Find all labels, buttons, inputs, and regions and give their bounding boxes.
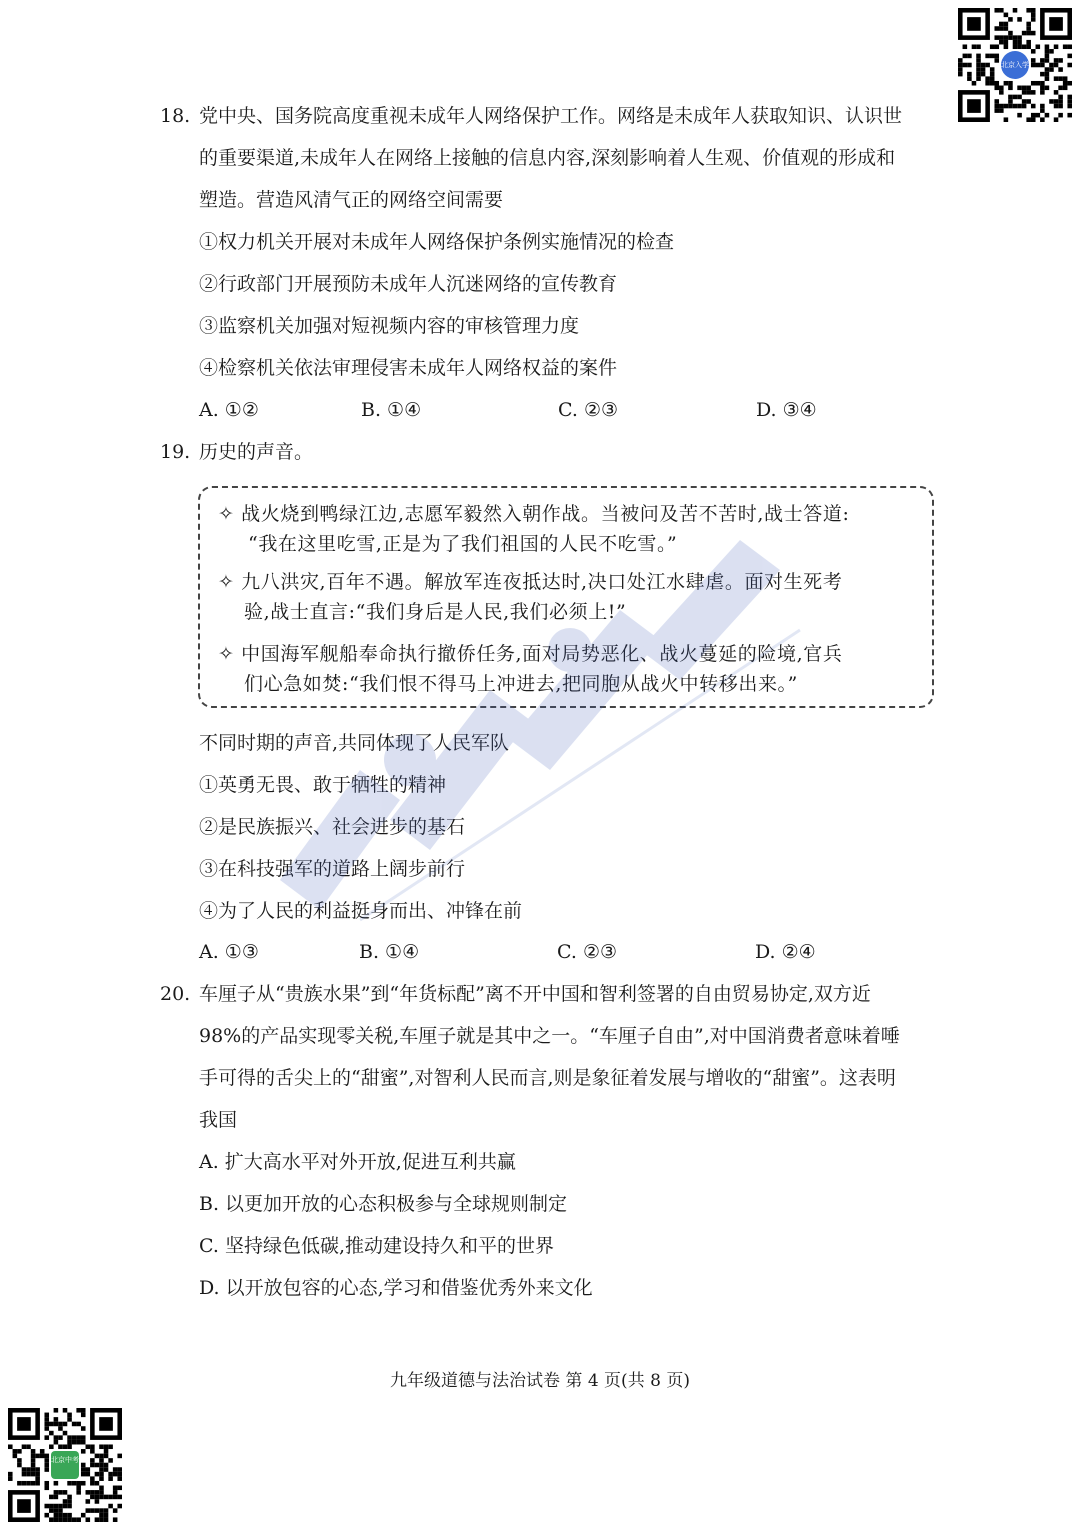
question-20-stem-line-3: 手可得的舌尖上的“甜蜜”,对智利人民而言,则是象征着发展与增收的“甜蜜”。这表明	[199, 1067, 896, 1089]
question-20-stem-line-4: 我国	[199, 1109, 238, 1131]
qr-code-top-right	[958, 8, 1072, 122]
question-18-item-4: ④检察机关依法审理侵害未成年人网络权益的案件	[199, 357, 618, 379]
question-19-option-d: D. ②④	[755, 941, 816, 963]
question-20-option-b: B. 以更加开放的心态积极参与全球规则制定	[199, 1193, 568, 1215]
question-20-stem-line-2: 98%的产品实现零关税,车厘子就是其中之一。“车厘子自由”,对中国消费者意味着唾	[199, 1025, 900, 1047]
question-19-option-b: B. ①④	[359, 941, 420, 963]
quote-2-line-1: ✧ 九八洪灾,百年不遇。解放军连夜抵达时,决口处江水肆虐。面对生死考	[218, 571, 843, 593]
question-18-number: 18.	[160, 105, 191, 127]
question-18-option-b: B. ①④	[361, 399, 422, 421]
qr-badge-top: 北京入学	[1001, 51, 1029, 79]
question-19-item-2: ②是民族振兴、社会进步的基石	[199, 816, 466, 838]
question-20-option-c: C. 坚持绿色低碳,推动建设持久和平的世界	[199, 1235, 554, 1257]
question-18-stem-line-3: 塑造。营造风清气正的网络空间需要	[199, 189, 504, 211]
question-18-option-d: D. ③④	[756, 399, 817, 421]
qr-badge-bottom: 北京中考	[51, 1451, 79, 1479]
quote-1-line-2: “我在这里吃雪,正是为了我们祖国的人民不吃雪。”	[248, 533, 678, 555]
question-19-item-3: ③在科技强军的道路上阔步前行	[199, 858, 466, 880]
question-20-stem-line-1: 车厘子从“贵族水果”到“年货标配”离不开中国和智利签署的自由贸易协定,双方近	[199, 983, 871, 1005]
quote-2-line-2: 验,战士直言:“我们身后是人民,我们必须上!”	[244, 601, 627, 623]
question-19-item-4: ④为了人民的利益挺身而出、冲锋在前	[199, 900, 523, 922]
question-19-after: 不同时期的声音,共同体现了人民军队	[199, 732, 510, 754]
question-20-number: 20.	[160, 983, 191, 1005]
qr-code-bottom-left	[8, 1408, 122, 1522]
question-18-option-c: C. ②③	[558, 399, 619, 421]
quote-1-line-1: ✧ 战火烧到鸭绿江边,志愿军毅然入朝作战。当被问及苦不苦时,战士答道:	[218, 503, 850, 525]
question-19-number: 19.	[160, 441, 191, 463]
question-20-option-d: D. 以开放包容的心态,学习和借鉴优秀外来文化	[199, 1277, 593, 1299]
question-19-item-1: ①英勇无畏、敢于牺牲的精神	[199, 774, 447, 796]
question-20-option-a: A. 扩大高水平对外开放,促进互利共赢	[199, 1151, 516, 1173]
question-18-stem-line-2: 的重要渠道,未成年人在网络上接触的信息内容,深刻影响着人生观、价值观的形成和	[199, 147, 896, 169]
question-19-stem: 历史的声音。	[199, 441, 314, 463]
question-18-item-2: ②行政部门开展预防未成年人沉迷网络的宣传教育	[199, 273, 618, 295]
question-18-item-3: ③监察机关加强对短视频内容的审核管理力度	[199, 315, 580, 337]
question-18-item-1: ①权力机关开展对未成年人网络保护条例实施情况的检查	[199, 231, 675, 253]
question-19-option-c: C. ②③	[557, 941, 618, 963]
quote-3-line-2: 们心急如焚:“我们恨不得马上冲进去,把同胞从战火中转移出来。”	[244, 673, 798, 695]
question-19-option-a: A. ①③	[199, 941, 259, 963]
question-18-option-a: A. ①②	[199, 399, 259, 421]
quote-box	[198, 486, 934, 708]
quote-3-line-1: ✧ 中国海军舰船奉命执行撤侨任务,面对局势恶化、战火蔓延的险境,官兵	[218, 643, 843, 665]
question-18-stem-line-1: 党中央、国务院高度重视未成年人网络保护工作。网络是未成年人获取知识、认识世	[199, 105, 903, 127]
page-footer: 九年级道德与法治试卷 第 4 页(共 8 页)	[390, 1371, 690, 1391]
